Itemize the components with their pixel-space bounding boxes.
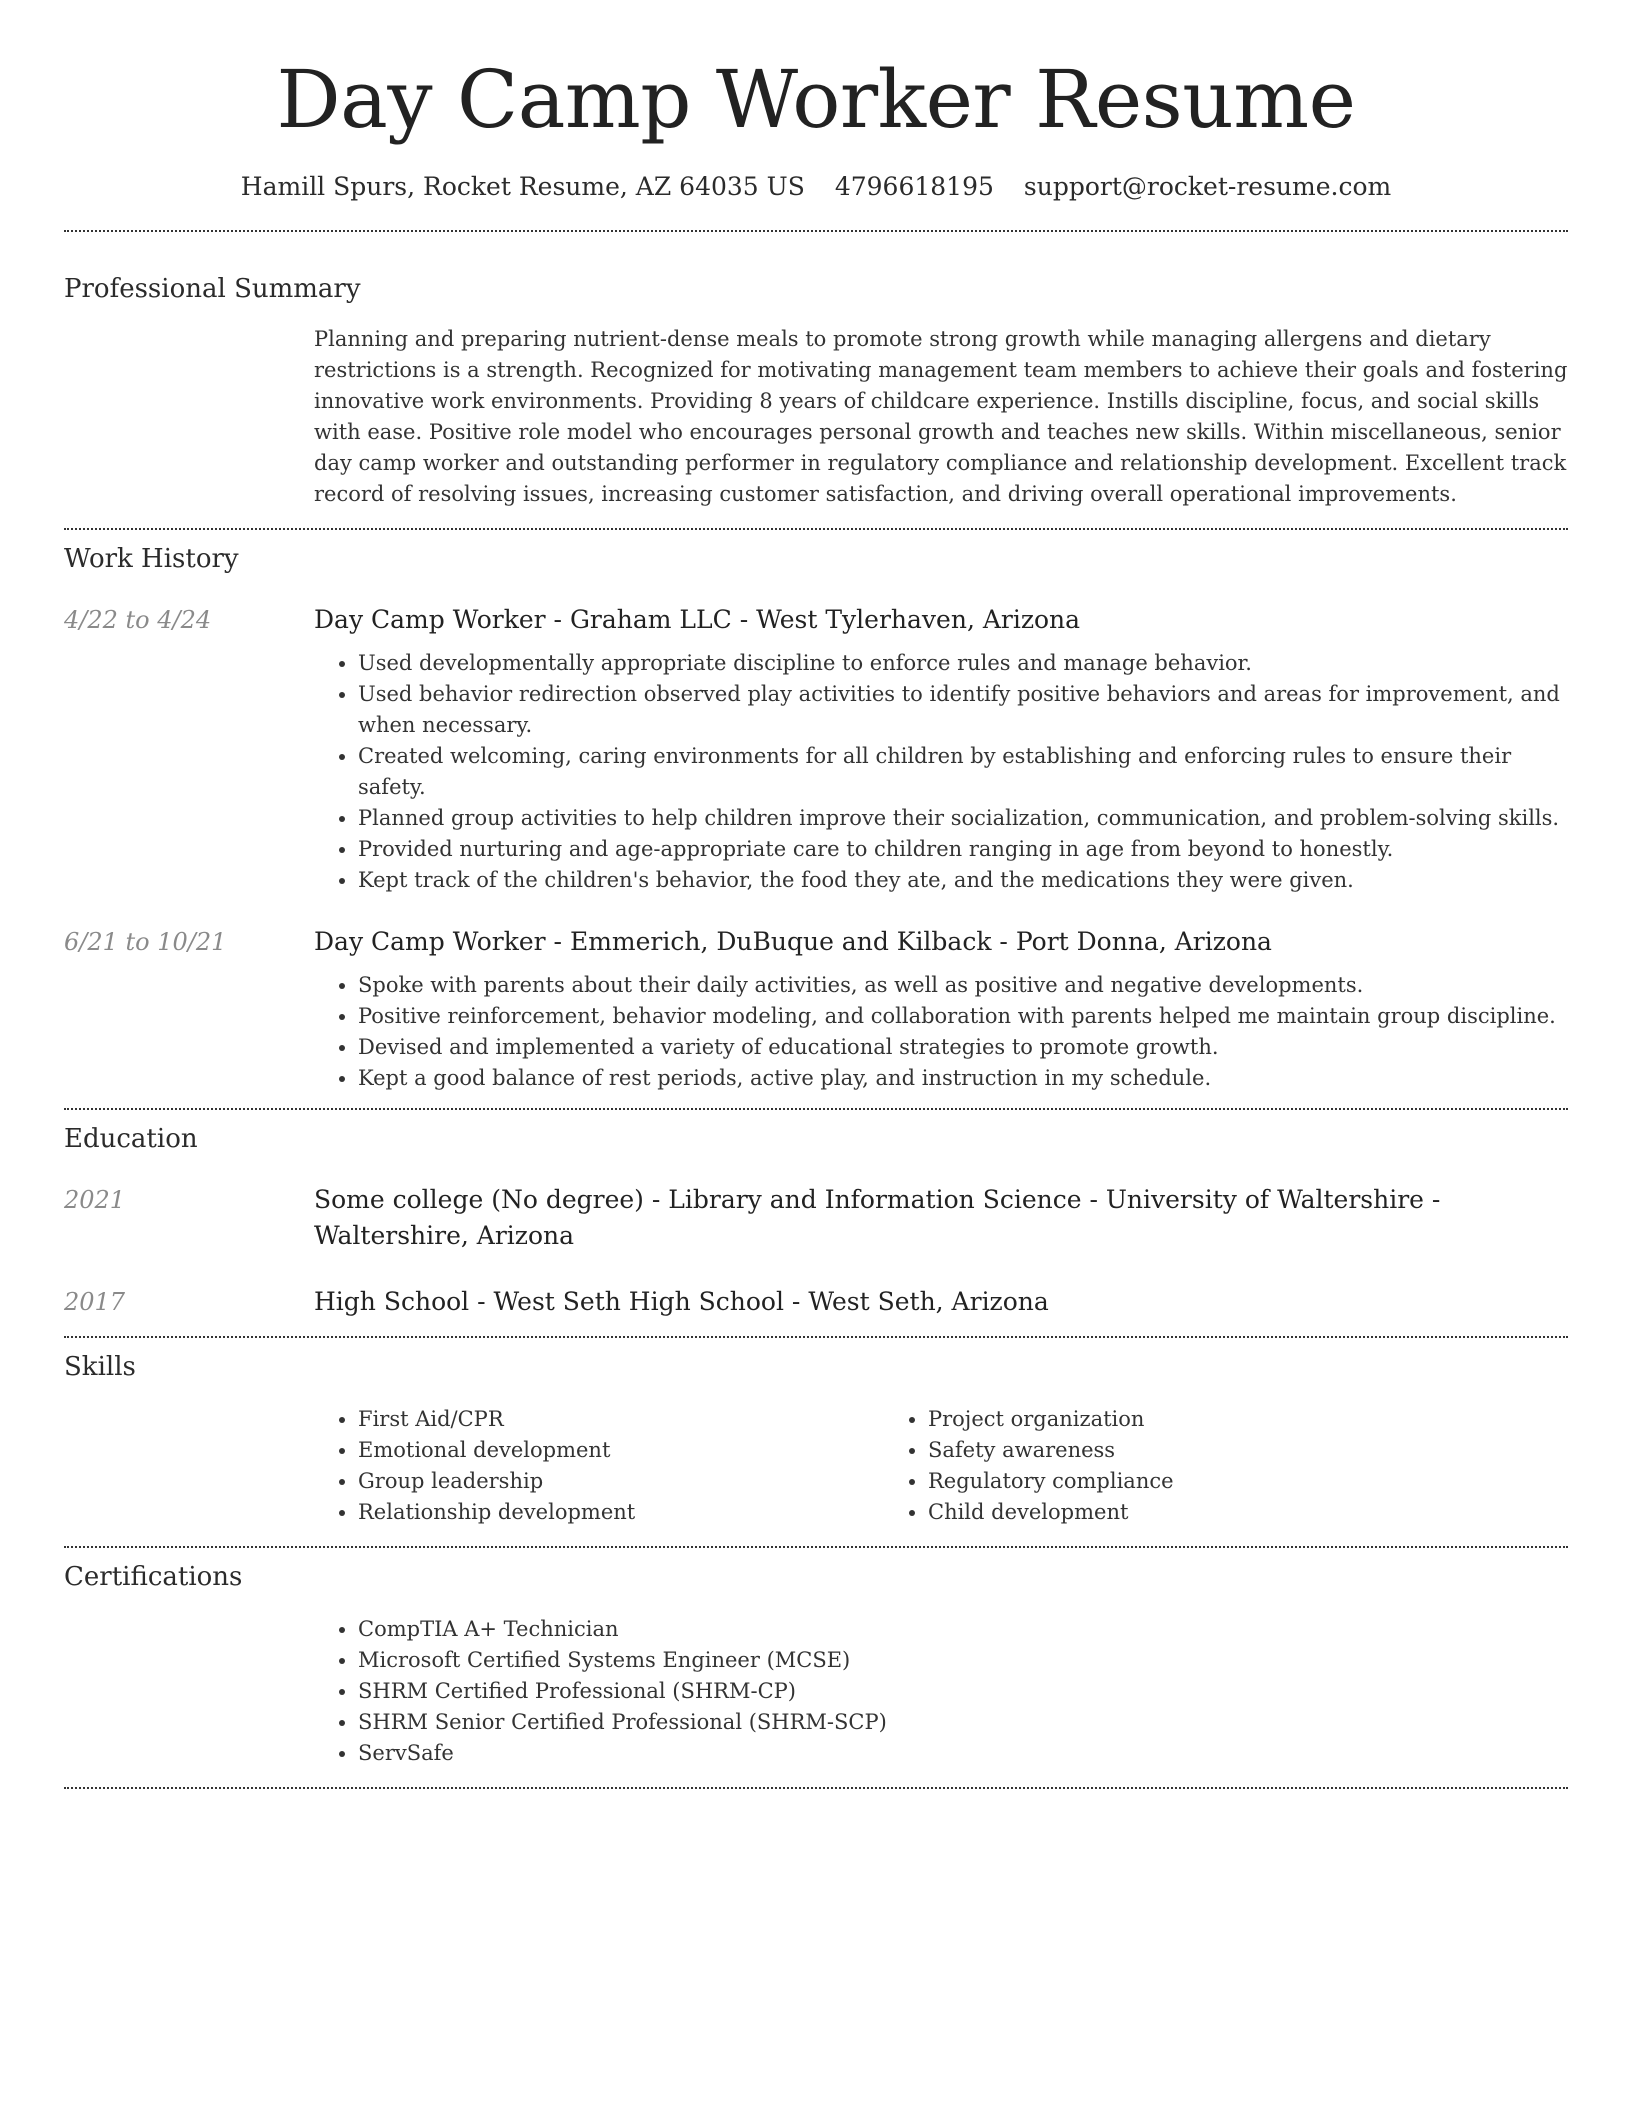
work-entry-body bbox=[314, 602, 1568, 896]
resume-title: Day Camp Worker Resume bbox=[276, 53, 1356, 146]
education-entry-body bbox=[314, 1182, 1568, 1254]
education-year: 2021 bbox=[64, 1186, 126, 1214]
skills-columns bbox=[314, 1404, 1568, 1528]
work-dates: 4/22 to 4/24 bbox=[64, 606, 212, 634]
work-entry bbox=[64, 924, 1568, 1094]
education-heading: High School - West Seth High School - West Seth, Arizona bbox=[314, 1287, 1049, 1316]
contact-line bbox=[64, 170, 1568, 204]
education-entry bbox=[64, 1284, 1568, 1320]
education-divider bbox=[64, 1336, 1568, 1338]
skill-item: • First Aid/CPR bbox=[358, 1404, 884, 1435]
work-dates: 6/21 to 10/21 bbox=[64, 928, 227, 956]
skills-divider bbox=[64, 1546, 1568, 1548]
work-bullets bbox=[314, 970, 1568, 1094]
contact-address: Hamill Spurs, Rocket Resume, AZ 64035 US bbox=[240, 172, 805, 201]
work-heading: Day Camp Worker - Emmerich, DuBuque and Kilback - Port Donna, Arizona bbox=[314, 927, 1272, 956]
work-bullet: • Used developmentally appropriate discipline to enforce rules and manage behavior. bbox=[358, 648, 1568, 679]
work-entry bbox=[64, 602, 1568, 896]
work-divider bbox=[64, 1108, 1568, 1110]
work-bullet: • Created welcoming, caring environments for all children by establishing and enforcing rules to ensure their safety. bbox=[358, 741, 1568, 803]
skill-item: • Child development bbox=[928, 1497, 1454, 1528]
skill-item: • Emotional development bbox=[358, 1435, 884, 1466]
work-heading: Day Camp Worker - Graham LLC - West Tylerhaven, Arizona bbox=[314, 605, 1081, 634]
skill-item: • Safety awareness bbox=[928, 1435, 1454, 1466]
work-section-title: Work History bbox=[64, 544, 239, 574]
contact-email: support@rocket-resume.com bbox=[1023, 172, 1392, 201]
education-year: 2017 bbox=[64, 1288, 126, 1316]
skills-list-right bbox=[884, 1404, 1454, 1528]
work-bullet: • Planned group activities to help children improve their socialization, communication, and problem-solving skills. bbox=[358, 803, 1568, 834]
work-entry-body bbox=[314, 924, 1568, 1094]
certification-item: • ServSafe bbox=[358, 1738, 1568, 1769]
certification-item: • SHRM Senior Certified Professional (SHRM-SCP) bbox=[358, 1707, 1568, 1738]
summary-divider bbox=[64, 528, 1568, 530]
certification-item: • SHRM Certified Professional (SHRM-CP) bbox=[358, 1676, 1568, 1707]
education-entry bbox=[64, 1182, 1568, 1254]
contact-phone: 4796618195 bbox=[834, 172, 994, 201]
certifications-list bbox=[314, 1614, 1568, 1769]
work-bullet: • Positive reinforcement, behavior modeling, and collaboration with parents helped me maintain group discipline. bbox=[358, 1001, 1568, 1032]
work-bullet: • Used behavior redirection observed play activities to identify positive behaviors and areas for improvement, and when necessary. bbox=[358, 679, 1568, 741]
summary-text: Planning and preparing nutrient-dense meals to promote strong growth while managing allergens and dietary restrictions is a strength. Recognized for motivating management team members to achieve their goals and fostering innovative work environments. Providing 8 years of childcare experience. Instills discipline, focus, and social skills with ease. Positive role model who encourages personal growth and teaches new skills. Within miscellaneous, senior day camp worker and outstanding performer in regulatory compliance and relationship development. Excellent track record of resolving issues, increasing customer satisfaction, and driving overall operational improvements. bbox=[314, 327, 1568, 506]
skill-item: • Project organization bbox=[928, 1404, 1454, 1435]
certification-item: • Microsoft Certified Systems Engineer (MCSE) bbox=[358, 1645, 1568, 1676]
work-bullet: • Spoke with parents about their daily activities, as well as positive and negative developments. bbox=[358, 970, 1568, 1001]
certification-item: • CompTIA A+ Technician bbox=[358, 1614, 1568, 1645]
summary-section-title: Professional Summary bbox=[64, 274, 361, 304]
education-section-title: Education bbox=[64, 1124, 198, 1154]
education-heading: Some college (No degree) - Library and Information Science - University of Waltershire - Waltershire, Arizona bbox=[314, 1185, 1441, 1250]
education-entry-body bbox=[314, 1284, 1568, 1320]
certifications-divider bbox=[64, 1787, 1568, 1789]
skills-section-title: Skills bbox=[64, 1352, 136, 1382]
skill-item: • Relationship development bbox=[358, 1497, 884, 1528]
certifications-section-title: Certifications bbox=[64, 1562, 243, 1592]
header-divider bbox=[64, 230, 1568, 232]
work-bullet: • Provided nurturing and age-appropriate care to children ranging in age from beyond to honestly. bbox=[358, 834, 1568, 865]
skills-list-left bbox=[314, 1404, 884, 1528]
work-bullet: • Devised and implemented a variety of educational strategies to promote growth. bbox=[358, 1032, 1568, 1063]
work-bullet: • Kept track of the children's behavior, the food they ate, and the medications they were given. bbox=[358, 865, 1568, 896]
skill-item: • Group leadership bbox=[358, 1466, 884, 1497]
skill-item: • Regulatory compliance bbox=[928, 1466, 1454, 1497]
work-bullets bbox=[314, 648, 1568, 896]
work-bullet: • Kept a good balance of rest periods, active play, and instruction in my schedule. bbox=[358, 1063, 1568, 1094]
